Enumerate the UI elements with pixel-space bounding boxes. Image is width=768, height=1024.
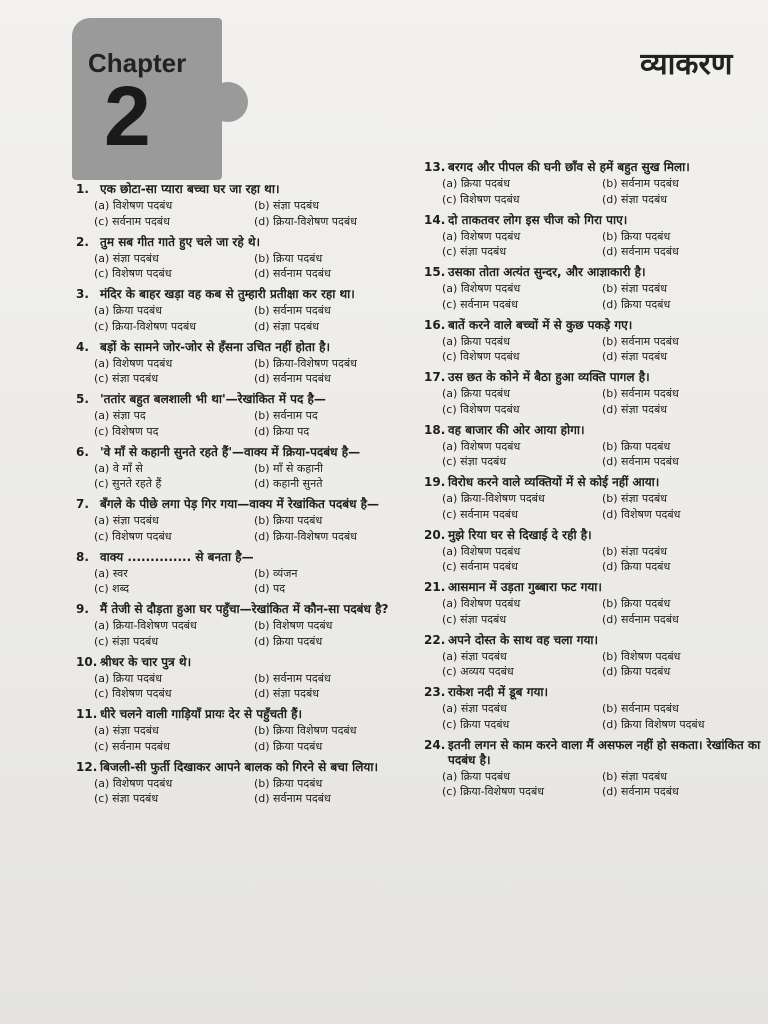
option-a: (a) क्रिया पदबंध (94, 671, 162, 685)
option-c: (c) सर्वनाम पदबंध (94, 214, 170, 228)
question-text (76, 707, 421, 722)
options-grid (424, 282, 764, 312)
question-text (424, 580, 764, 595)
question-number: 18. (424, 422, 446, 437)
question-text (76, 392, 421, 407)
question-item (424, 633, 764, 680)
question-item (424, 738, 764, 800)
question-number: 14. (424, 212, 446, 227)
options-grid (76, 252, 421, 282)
question-item (424, 265, 764, 312)
option-d: (d) संज्ञा पदबंध (602, 192, 668, 206)
option-c: (c) क्रिया-विशेषण पदबंध (442, 785, 545, 799)
question-text (76, 182, 421, 197)
question-number: 7. (76, 497, 89, 511)
question-item (424, 160, 764, 207)
question-item (76, 235, 421, 282)
option-b: (b) सर्वनाम पदबंध (602, 702, 679, 715)
question-item (424, 580, 764, 627)
option-c: (c) संज्ञा पदबंध (94, 372, 159, 386)
question-statement: वाक्य .............. से बनता है— (100, 549, 254, 564)
options-grid (424, 650, 764, 680)
question-statement: उस छत के कोने में बैठा हुआ व्यक्ति पागल है। (448, 370, 650, 384)
option-c: (c) शब्द (94, 582, 130, 596)
option-a: (a) क्रिया-विशेषण पदबंध (94, 619, 197, 632)
option-d: (d) क्रिया पदबंध (602, 665, 671, 679)
options-grid (424, 545, 764, 575)
option-b: (b) सर्वनाम पदबंध (602, 387, 679, 400)
left-question-column (76, 182, 421, 812)
question-text (424, 738, 764, 768)
option-c: (c) क्रिया पदबंध (442, 717, 510, 731)
option-d: (d) सर्वनाम पदबंध (602, 455, 679, 469)
option-d: (d) कहानी सुनते (254, 477, 323, 491)
option-b: (b) क्रिया-विशेषण पदबंध (254, 356, 357, 370)
question-text (76, 497, 421, 512)
option-a: (a) क्रिया पदबंध (94, 304, 162, 317)
question-statement: धीरे चलने वाली गाड़ियाँ प्रायः देर से पहुँचती हैं। (100, 707, 303, 721)
option-c: (c) सर्वनाम पदबंध (442, 507, 518, 521)
option-b: (b) संज्ञा पदबंध (602, 769, 668, 783)
options-grid (76, 514, 421, 544)
options-grid (424, 177, 764, 207)
options-grid (424, 702, 764, 732)
option-b: (b) क्रिया पदबंध (254, 514, 323, 527)
question-item (76, 182, 421, 229)
option-d: (d) पद (254, 582, 286, 596)
option-b: (b) व्यंजन (254, 566, 298, 580)
question-item (424, 528, 764, 575)
question-statement: इतनी लगन से काम करने वाला मैं असफल नहीं हो सकता। रेखांकित का पदबंध है। (448, 737, 761, 767)
options-grid (424, 770, 764, 800)
chapter-number: 2 (104, 69, 151, 163)
options-grid (76, 777, 421, 807)
question-text (424, 633, 764, 648)
options-grid (76, 462, 421, 492)
question-statement: 'ततांर बहुत बलशाली भी था'—रेखांकित में पद है— (100, 392, 326, 406)
option-b: (b) क्रिया पदबंध (254, 776, 323, 790)
option-a: (a) विशेषण पदबंध (442, 439, 521, 453)
option-d: (d) संज्ञा पदबंध (602, 350, 668, 364)
option-a: (a) विशेषण पदबंध (94, 356, 173, 370)
option-b: (b) संज्ञा पदबंध (602, 282, 668, 295)
question-statement: राकेश नदी में डूब गया। (448, 685, 549, 699)
question-text (424, 265, 764, 280)
option-d: (d) संज्ञा पदबंध (254, 319, 320, 333)
question-item (76, 707, 421, 754)
option-d: (d) सर्वनाम पदबंध (254, 267, 331, 281)
question-number: 11. (76, 707, 98, 721)
option-d: (d) सर्वनाम पदबंध (602, 785, 679, 799)
question-item (76, 445, 421, 492)
question-statement: तुम सब गीत गाते हुए चले जा रहे थे। (100, 234, 261, 249)
option-a: (a) संज्ञा पद (94, 409, 146, 422)
question-text (424, 528, 764, 543)
question-item (424, 685, 764, 732)
question-number: 13. (424, 160, 446, 174)
question-text (76, 550, 421, 565)
options-grid (76, 619, 421, 649)
option-d: (d) संज्ञा पदबंध (254, 687, 320, 701)
question-number: 2. (76, 234, 89, 249)
option-b: (b) संज्ञा पदबंध (602, 492, 668, 505)
question-number: 17. (424, 370, 446, 384)
question-statement: बँगले के पीछे लगा पेड़ गिर गया—वाक्य में रेखांकित पदबंध है— (100, 497, 380, 511)
question-statement: विरोध करने वाले व्यक्तियों में से कोई नहीं आया। (448, 475, 660, 489)
option-b: (b) सर्वनाम पद (254, 409, 318, 422)
question-number: 1. (76, 182, 89, 196)
option-c: (c) संज्ञा पदबंध (94, 792, 159, 806)
option-a: (a) विशेषण पदबंध (94, 776, 173, 790)
question-statement: एक छोटा-सा प्यारा बच्चा घर जा रहा था। (100, 182, 280, 196)
option-d: (d) सर्वनाम पदबंध (254, 792, 331, 806)
question-statement: बड़ों के सामने जोर-जोर से हँसना उचित नहीं होता है। (100, 339, 331, 354)
question-item (424, 370, 764, 417)
question-number: 4. (76, 339, 89, 354)
right-question-column (424, 160, 764, 805)
question-number: 8. (76, 549, 89, 564)
option-b: (b) क्रिया पदबंध (602, 229, 671, 243)
option-d: (d) क्रिया पदबंध (254, 634, 323, 648)
option-c: (c) क्रिया-विशेषण पदबंध (94, 319, 197, 333)
option-d: (d) सर्वनाम पदबंध (602, 245, 679, 259)
options-grid (76, 567, 421, 597)
options-grid (76, 199, 421, 229)
question-text (424, 685, 764, 700)
question-text (76, 655, 421, 670)
question-number: 9. (76, 602, 89, 616)
option-a: (a) विशेषण पदबंध (442, 597, 521, 610)
question-item (424, 318, 764, 365)
options-grid (424, 335, 764, 365)
option-d: (d) क्रिया पदबंध (602, 560, 671, 574)
question-statement: दो ताकतवर लोग इस चीज को गिरा पाए। (448, 212, 628, 227)
option-d: (d) क्रिया पदबंध (254, 739, 323, 753)
option-c: (c) विशेषण पदबंध (442, 350, 520, 364)
option-a: (a) क्रिया पदबंध (442, 769, 510, 783)
question-statement: बरगद और पीपल की घनी छाँव से हमें बहुत सुख मिला। (448, 160, 690, 174)
option-d: (d) संज्ञा पदबंध (602, 402, 668, 416)
option-c: (c) विशेषण पदबंध (94, 267, 172, 281)
option-b: (b) सर्वनाम पदबंध (254, 304, 331, 317)
option-c: (c) सर्वनाम पदबंध (442, 297, 518, 311)
option-b: (b) सर्वनाम पदबंध (254, 671, 331, 685)
question-statement: अपने दोस्त के साथ वह चला गया। (448, 632, 599, 647)
option-a: (a) क्रिया-विशेषण पदबंध (442, 492, 545, 505)
question-item (76, 497, 421, 544)
question-text (76, 760, 421, 775)
option-c: (c) सर्वनाम पदबंध (94, 739, 170, 753)
options-grid (424, 440, 764, 470)
option-b: (b) माँ से कहानी (254, 461, 324, 475)
question-text (76, 602, 421, 617)
option-b: (b) विशेषण पदबंध (602, 649, 681, 663)
option-a: (a) संज्ञा पदबंध (94, 724, 159, 737)
question-statement: आसमान में उड़ता गुब्बारा फट गया। (448, 580, 602, 594)
option-b: (b) संज्ञा पदबंध (602, 544, 668, 558)
question-statement: मंदिर के बाहर खड़ा वह कब से तुम्हारी प्रतीक्षा कर रहा था। (100, 287, 355, 301)
options-grid (424, 597, 764, 627)
question-number: 24. (424, 737, 446, 752)
option-b: (b) क्रिया पदबंध (254, 251, 323, 265)
option-a: (a) विशेषण पदबंध (442, 282, 521, 295)
options-grid (424, 492, 764, 522)
question-text (424, 160, 764, 175)
question-number: 12. (76, 759, 98, 774)
chapter-label: Chapter (88, 48, 187, 78)
option-a: (a) संज्ञा पदबंध (442, 649, 507, 663)
question-number: 3. (76, 287, 89, 301)
question-number: 10. (76, 654, 98, 669)
question-statement: मुझे रिया घर से दिखाई दे रही है। (448, 527, 592, 542)
option-a: (a) क्रिया पदबंध (442, 334, 510, 348)
question-text (76, 235, 421, 250)
options-grid (76, 672, 421, 702)
option-d: (d) क्रिया विशेषण पदबंध (602, 717, 705, 731)
question-item (76, 602, 421, 649)
question-text (424, 213, 764, 228)
question-number: 16. (424, 317, 446, 332)
question-item (424, 475, 764, 522)
question-statement: वह बाजार की ओर आया होगा। (448, 422, 585, 437)
option-d: (d) विशेषण पदबंध (602, 507, 681, 521)
option-d: (d) क्रिया-विशेषण पदबंध (254, 214, 357, 228)
option-c: (c) विशेषण पदबंध (442, 192, 520, 206)
question-item (76, 392, 421, 439)
options-grid (76, 409, 421, 439)
option-d: (d) सर्वनाम पदबंध (602, 612, 679, 626)
question-item (76, 760, 421, 807)
option-c: (c) संज्ञा पदबंध (94, 634, 159, 648)
option-b: (b) संज्ञा पदबंध (254, 199, 320, 212)
options-grid (424, 230, 764, 260)
option-c: (c) संज्ञा पदबंध (442, 612, 507, 626)
subject-title: व्याकरण (640, 47, 733, 82)
question-number: 21. (424, 580, 446, 594)
question-statement: श्रीधर के चार पुत्र थे। (100, 654, 192, 669)
option-b: (b) विशेषण पदबंध (254, 619, 333, 632)
option-a: (a) विशेषण पदबंध (94, 199, 173, 212)
question-statement: बिजली-सी फुर्ती दिखाकर आपने बालक को गिरने से बचा लिया। (100, 759, 378, 774)
question-number: 15. (424, 265, 446, 279)
option-a: (a) संज्ञा पदबंध (94, 251, 159, 265)
option-a: (a) विशेषण पदबंध (442, 229, 521, 243)
options-grid (76, 357, 421, 387)
option-b: (b) क्रिया पदबंध (602, 439, 671, 453)
option-d: (d) क्रिया-विशेषण पदबंध (254, 529, 357, 543)
question-statement: बातें करने वाले बच्चों में से कुछ पकड़े गए। (448, 317, 633, 332)
option-b: (b) क्रिया पदबंध (602, 597, 671, 610)
question-text (76, 340, 421, 355)
question-text (424, 370, 764, 385)
option-a: (a) स्वर (94, 566, 128, 580)
option-a: (a) क्रिया पदबंध (442, 387, 510, 400)
question-item (76, 550, 421, 597)
options-grid (76, 724, 421, 754)
option-c: (c) सर्वनाम पदबंध (442, 560, 518, 574)
question-number: 20. (424, 527, 446, 542)
option-d: (d) क्रिया पदबंध (602, 297, 671, 311)
question-number: 6. (76, 444, 89, 459)
question-text (76, 287, 421, 302)
question-text (424, 475, 764, 490)
question-item (76, 287, 421, 334)
options-grid (76, 304, 421, 334)
option-d: (d) सर्वनाम पदबंध (254, 372, 331, 386)
question-item (76, 655, 421, 702)
option-c: (c) विशेषण पद (94, 424, 159, 438)
question-number: 5. (76, 392, 89, 406)
option-b: (b) क्रिया विशेषण पदबंध (254, 724, 357, 737)
question-text (76, 445, 421, 460)
question-text (424, 318, 764, 333)
option-c: (c) संज्ञा पदबंध (442, 455, 507, 469)
option-c: (c) विशेषण पदबंध (94, 687, 172, 701)
option-b: (b) सर्वनाम पदबंध (602, 334, 679, 348)
option-c: (c) सुनते रहते हैं (94, 477, 162, 491)
question-number: 23. (424, 685, 446, 699)
question-statement: 'वे माँ से कहानी सुनते रहते हैं'—वाक्य में क्रिया-पदबंध है— (100, 444, 361, 459)
question-item (424, 213, 764, 260)
question-statement: उसका तोता अत्यंत सुन्दर, और आज्ञाकारी है। (448, 265, 646, 279)
option-c: (c) विशेषण पदबंध (94, 529, 172, 543)
option-d: (d) क्रिया पद (254, 424, 310, 438)
option-a: (a) वे माँ से (94, 461, 143, 475)
question-item (424, 423, 764, 470)
question-statement: मैं तेजी से दौड़ता हुआ घर पहुँचा—रेखांकित में कौन-सा पदबंध है? (100, 602, 389, 616)
question-item (76, 340, 421, 387)
options-grid (424, 387, 764, 417)
option-a: (a) क्रिया पदबंध (442, 177, 510, 190)
option-b: (b) सर्वनाम पदबंध (602, 177, 679, 190)
option-c: (c) संज्ञा पदबंध (442, 245, 507, 259)
option-a: (a) संज्ञा पदबंध (94, 514, 159, 527)
question-number: 22. (424, 632, 446, 647)
option-c: (c) विशेषण पदबंध (442, 402, 520, 416)
option-c: (c) अव्यय पदबंध (442, 665, 514, 679)
option-a: (a) विशेषण पदबंध (442, 544, 521, 558)
question-text (424, 423, 764, 438)
option-a: (a) संज्ञा पदबंध (442, 702, 507, 715)
question-number: 19. (424, 475, 446, 489)
